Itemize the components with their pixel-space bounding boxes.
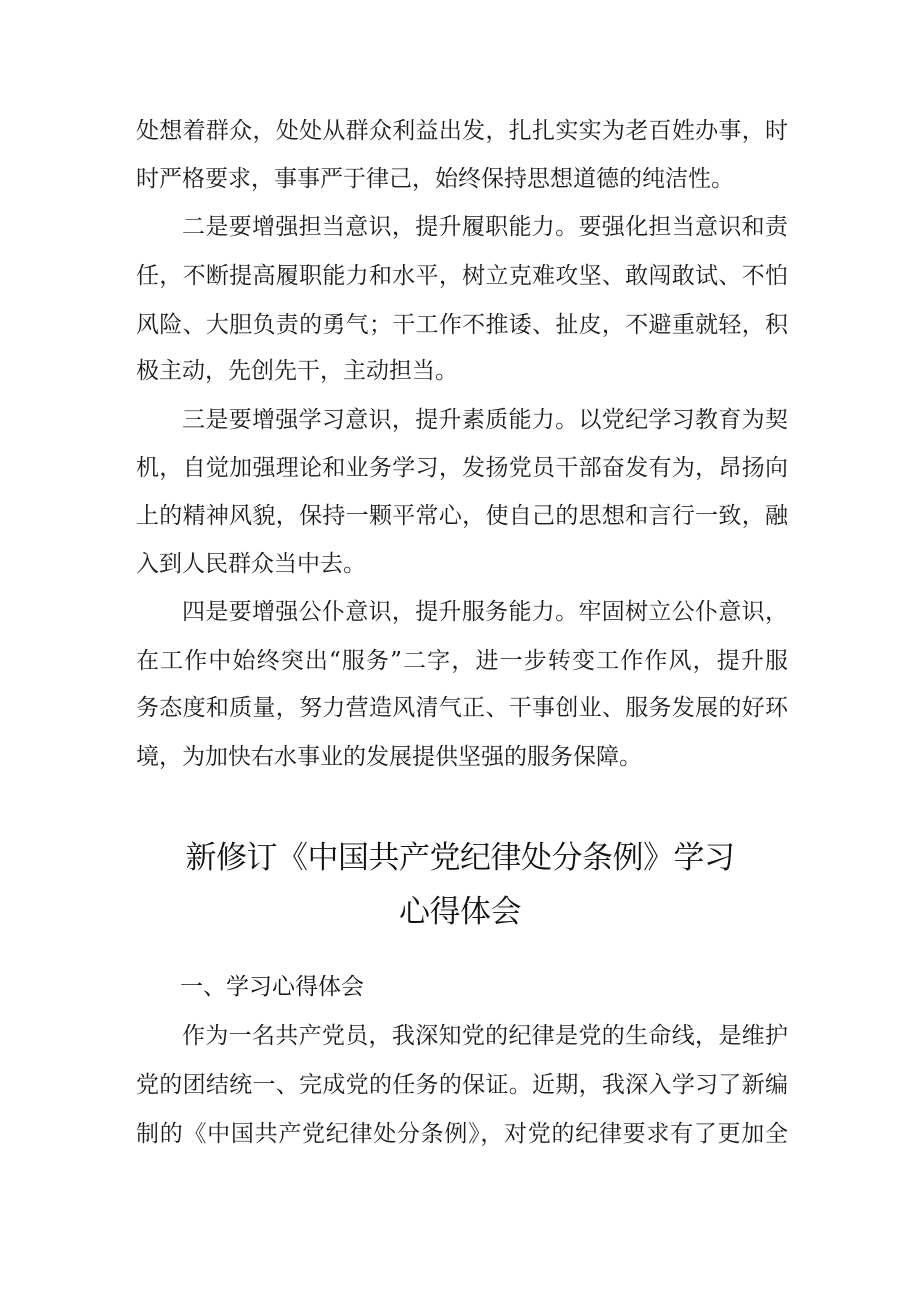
paragraph-line: 务态度和质量，努力营造风清气正、干事创业、服务发展的好环	[136, 695, 788, 721]
paragraph-line: 作为一名共产党员，我深知党的纪律是党的生命线，是维护	[182, 1023, 788, 1049]
paragraph-line: 机，自觉加强理论和业务学习，发扬党员干部奋发有为，昂扬向	[136, 455, 788, 481]
document-title: 新修订《中国共产党纪律处分条例》学习	[185, 840, 735, 876]
paragraph-line: 任，不断提高履职能力和水平，树立克难攻坚、敢闯敢试、不怕	[136, 263, 788, 289]
paragraph-line: 入到人民群众当中去。	[136, 551, 366, 577]
paragraph-line: 三是要增强学习意识，提升素质能力。以党纪学习教育为契	[182, 407, 788, 433]
paragraph-line: 党的团结统一、完成党的任务的保证。近期，我深入学习了新编	[136, 1072, 788, 1098]
paragraph-line: 在工作中始终突出“服务”二字，进一步转变工作作风，提升服	[136, 648, 788, 674]
paragraph-line: 制的《中国共产党纪律处分条例》，对党的纪律要求有了更加全	[136, 1121, 788, 1147]
paragraph-line: 境，为加快右水事业的发展提供坚强的服务保障。	[136, 744, 642, 770]
paragraph-line: 四是要增强公仆意识，提升服务能力。牢固树立公仆意识，	[182, 599, 788, 625]
paragraph-line: 风险、大胆负责的勇气；干工作不推诿、扯皮，不避重就轻，积	[136, 312, 788, 338]
paragraph-line: 时严格要求，事事严于律己，始终保持思想道德的纯洁性。	[136, 166, 734, 192]
paragraph-line: 极主动，先创先干，主动担当。	[136, 358, 458, 384]
section-heading: 一、学习心得体会	[180, 974, 364, 1000]
paragraph-line: 处想着群众，处处从群众利益出发，扎扎实实为老百姓办事，时	[136, 118, 788, 144]
paragraph-line: 上的精神风貌，保持一颗平常心，使自己的思想和言行一致，融	[136, 503, 788, 529]
paragraph-line: 二是要增强担当意识，提升履职能力。要强化担当意识和责	[182, 214, 788, 240]
document-title: 心得体会	[399, 894, 521, 930]
